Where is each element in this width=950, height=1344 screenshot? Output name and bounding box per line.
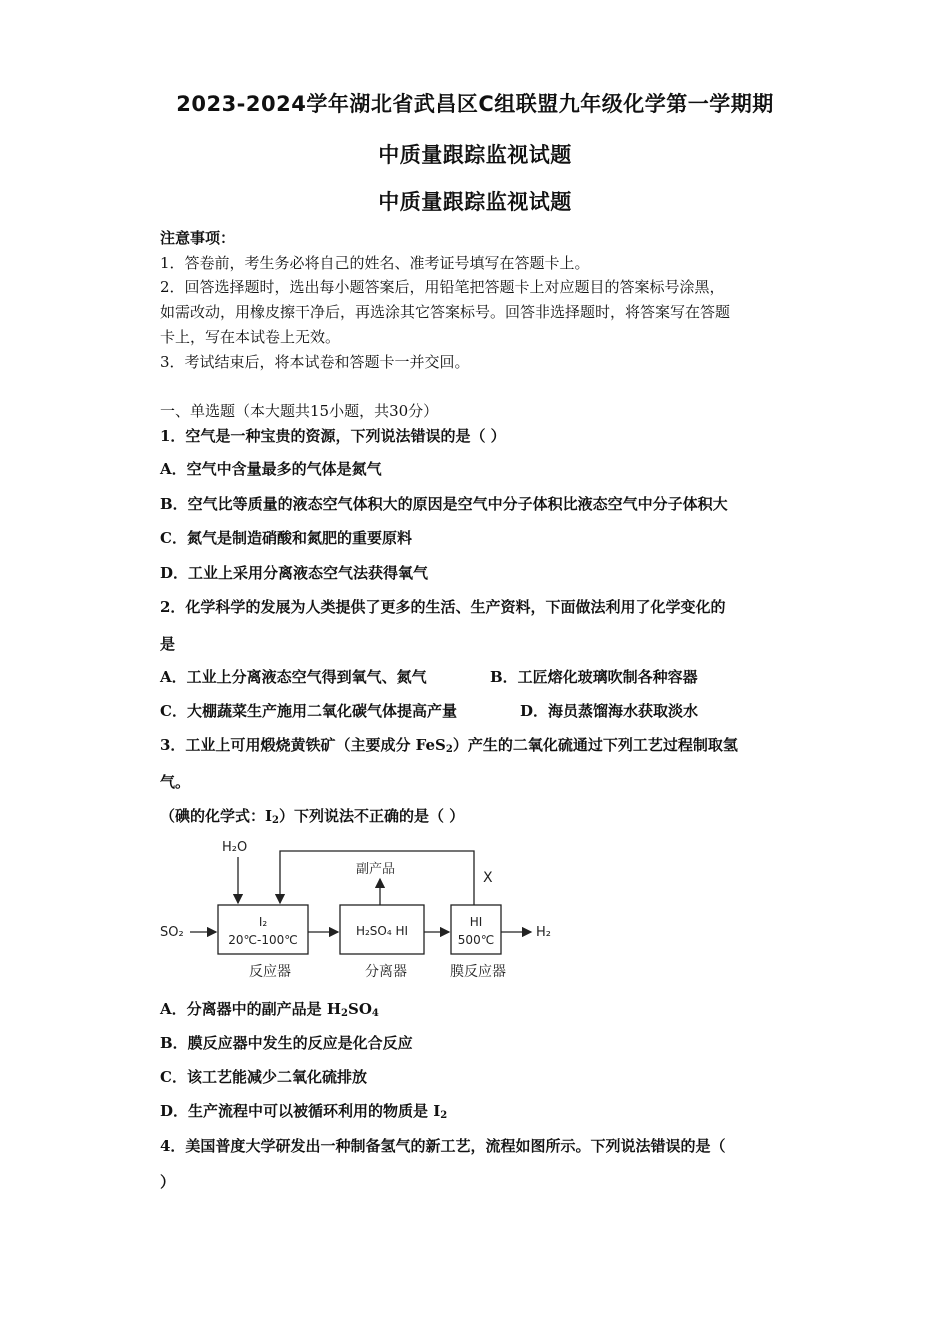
stem-text: ）产生的二氧化硫通过下列工艺过程制取氢 [452, 736, 738, 754]
page-title-line-1: 2023-2024学年湖北省武昌区C组联盟九年级化学第一学期期 [176, 92, 774, 116]
notes-item: 1．答卷前，考生务必将自己的姓名、准考证号填写在答题卡上。 [160, 254, 590, 272]
membrane-reactor-label: 膜反应器 [450, 964, 506, 980]
subscript: 2 [272, 815, 279, 826]
option-a: A．空气中含量最多的气体是氮气 [160, 460, 382, 478]
question-stem: 1．空气是一种宝贵的资源，下列说法错误的是（ ） [160, 427, 506, 445]
h2o-label: H₂O [222, 840, 248, 855]
option-d: D．工业上采用分离液态空气法获得氧气 [160, 564, 429, 582]
separator-content: H₂SO₄ HI [355, 924, 409, 938]
subscript: 2 [440, 1110, 448, 1121]
question-stem: 2．化学科学的发展为人类提供了更多的生活、生产资料，下面做法利用了化学变化的 [160, 598, 726, 616]
subscript: 4 [371, 1008, 379, 1019]
question-stem-cont: 气。 [160, 773, 191, 791]
notes-heading: 注意事项： [160, 229, 236, 247]
notes-item: 2．回答选择题时，选出每小题答案后，用铅笔把答题卡上对应题目的答案标号涂黑， [160, 278, 725, 296]
subscript: 2 [445, 744, 453, 755]
separator-label: 分离器 [365, 964, 407, 980]
so2-label: SO₂ [160, 925, 184, 940]
option-b: B．工匠熔化玻璃吹制各种容器 [490, 668, 698, 686]
membrane-content-line-2: 500℃ [457, 933, 495, 947]
option-text: A．分离器中的副产品是 H [160, 1000, 342, 1018]
option-text: D．生产流程中可以被循环利用的物质是 I [160, 1102, 441, 1120]
option-d: D．海员蒸馏海水获取淡水 [520, 702, 699, 720]
page-title-line-2: 中质量跟踪监视试题 [378, 143, 572, 167]
membrane-content-line-1: HI [469, 915, 483, 929]
question-stem [160, 735, 738, 760]
notes-item: 3．考试结束后，将本试卷和答题卡一并交回。 [160, 353, 470, 371]
byproduct-label: 副产品 [356, 862, 396, 877]
option-c: C．大棚蔬菜生产施用二氧化碳气体提高产量 [160, 702, 457, 720]
reactor-label: 反应器 [249, 964, 291, 980]
option-b: B．空气比等质量的液态空气体积大的原因是空气中分子体积比液态空气中分子体积大 [160, 495, 728, 513]
h2-label: H₂ [536, 925, 551, 940]
process-flow-diagram [158, 833, 568, 985]
option-text: SO [348, 1000, 372, 1018]
section-heading: 一、单选题（本大题共15小题，共30分） [160, 402, 439, 420]
stem-text: ）下列说法不正确的是（ ） [279, 807, 465, 825]
question-stem-cont: ） [160, 1173, 176, 1191]
option-c: C．氮气是制造硝酸和氮肥的重要原料 [160, 529, 412, 547]
notes-item: 卡上，写在本试卷上无效。 [160, 328, 341, 346]
option-d [160, 1101, 447, 1126]
question-stem-note [160, 806, 464, 831]
question-stem-cont: 是 [160, 635, 176, 653]
notes-item: 如需改动，用橡皮擦干净后，再选涂其它答案标号。回答非选择题时，将答案写在答题 [160, 303, 731, 321]
reactor-content-line-2: 20℃-100℃ [228, 933, 298, 947]
x-label: X [483, 870, 493, 886]
stem-text: （碘的化学式：I [160, 807, 273, 825]
option-c: C．该工艺能减少二氧化硫排放 [160, 1068, 367, 1086]
recycle-line [280, 851, 474, 905]
stem-text: 3．工业上可用煅烧黄铁矿（主要成分 FeS [160, 736, 446, 754]
option-a: A．工业上分离液态空气得到氧气、氮气 [160, 668, 427, 686]
question-stem: 4．美国普度大学研发出一种制备氢气的新工艺，流程如图所示。下列说法错误的是（ [160, 1137, 726, 1155]
page-title-line-3: 中质量跟踪监视试题 [378, 190, 572, 214]
subscript: 2 [341, 1008, 349, 1019]
reactor-content-line-1: I₂ [258, 915, 268, 929]
option-b: B．膜反应器中发生的反应是化合反应 [160, 1034, 413, 1052]
option-a [160, 999, 379, 1024]
